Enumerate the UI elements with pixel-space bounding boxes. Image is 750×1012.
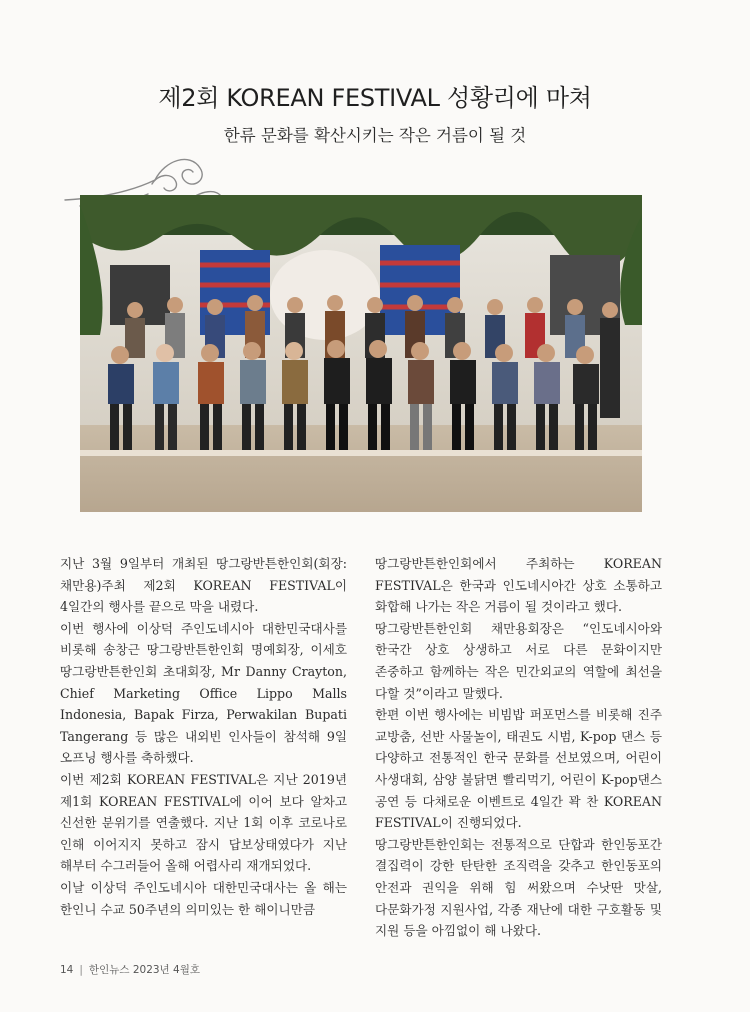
article-column-right [375, 553, 662, 942]
paragraph: 땅그랑반튼한인회에서 주최하는 KOREAN FESTIVAL은 한국과 인도네시아간 상호 소통하고 화합해 나가는 작은 거름이 될 것이라고 했다. [375, 556, 662, 615]
paragraph: 이번 제2회 KOREAN FESTIVAL은 지난 2019년 제1회 KOREAN FESTIVAL에 이어 보다 알차고 신선한 분위기를 연출했다. 지난 1회 이후 코로나로 인해 이어지지 못하고 잠시 답보상태였다가 지난 해부터 수그러들어 올해 어렵사리 재개되었다. [60, 771, 347, 874]
paragraph: 땅그랑반튼한인회는 전통적으로 단합과 한인동포간 결집력이 강한 탄탄한 조직력을 갖추고 한인동포의 안전과 권익을 위해 힘 써왔으며 수낫딴 맛살, 다문화가정 지원사업, 각종 재난에 대한 구호활동 및 지원 등을 아낌없이 해 나왔다. [375, 836, 662, 939]
page-number: 14 [60, 964, 74, 976]
article-title: 제2회 KOREAN FESTIVAL 성황리에 마쳐 [158, 84, 592, 112]
article-column-left [60, 553, 347, 920]
paragraph: 이날 이상덕 주인도네시아 대한민국대사는 올 해는 한인니 수교 50주년의 의미있는 한 해이니만큼 [60, 879, 347, 917]
publication-name: 한인뉴스 2023년 4월호 [88, 964, 200, 976]
paragraph: 지난 3월 9일부터 개최된 땅그랑반튼한인회(회장:채만용)주최 제2회 KOREAN FESTIVAL이 4일간의 행사를 끝으로 막을 내렸다. [60, 556, 347, 615]
footer-divider: | [79, 964, 83, 976]
paragraph: 한편 이번 행사에는 비빔밥 퍼포먼스를 비롯해 진주 교방춤, 선반 사물놀이, 태권도 시범, K-pop 댄스 등 다양하고 전통적인 한국 문화를 선보였으며, 어린이 사생대회, 삼양 불닭면 빨리먹기, 어린이 K-pop댄스 공연 등 다채로운 이벤트로 4일간 꽉 찬 KOREAN FESTIVAL이 진행되었다. [375, 707, 662, 831]
article-subtitle: 한류 문화를 확산시키는 작은 거름이 될 것 [223, 126, 527, 145]
paragraph: 이번 행사에 이상덕 주인도네시아 대한민국대사를 비롯해 송창근 땅그랑반튼한인회 명예회장, 이세호 땅그랑반튼한인회 초대회장, Mr Danny Crayton, Chief Marketing Office Lippo Malls Indonesia, Bapak Firza, Perwakilan Bupati Tangerang 등 많은 내외빈 인사들이 참석해 9일 오프닝 행사를 축하했다. [60, 620, 347, 766]
page-footer [60, 962, 200, 977]
paragraph: 땅그랑반튼한인회 채만용회장은 “인도네시아와 한국간 상호 상생하고 서로 다른 문화이지만 존중하고 함께하는 작은 민간외교의 역할에 최선을 다할 것”이라고 말했다. [375, 620, 662, 701]
group-photo [80, 195, 642, 512]
group-photo-illustration [80, 195, 642, 512]
